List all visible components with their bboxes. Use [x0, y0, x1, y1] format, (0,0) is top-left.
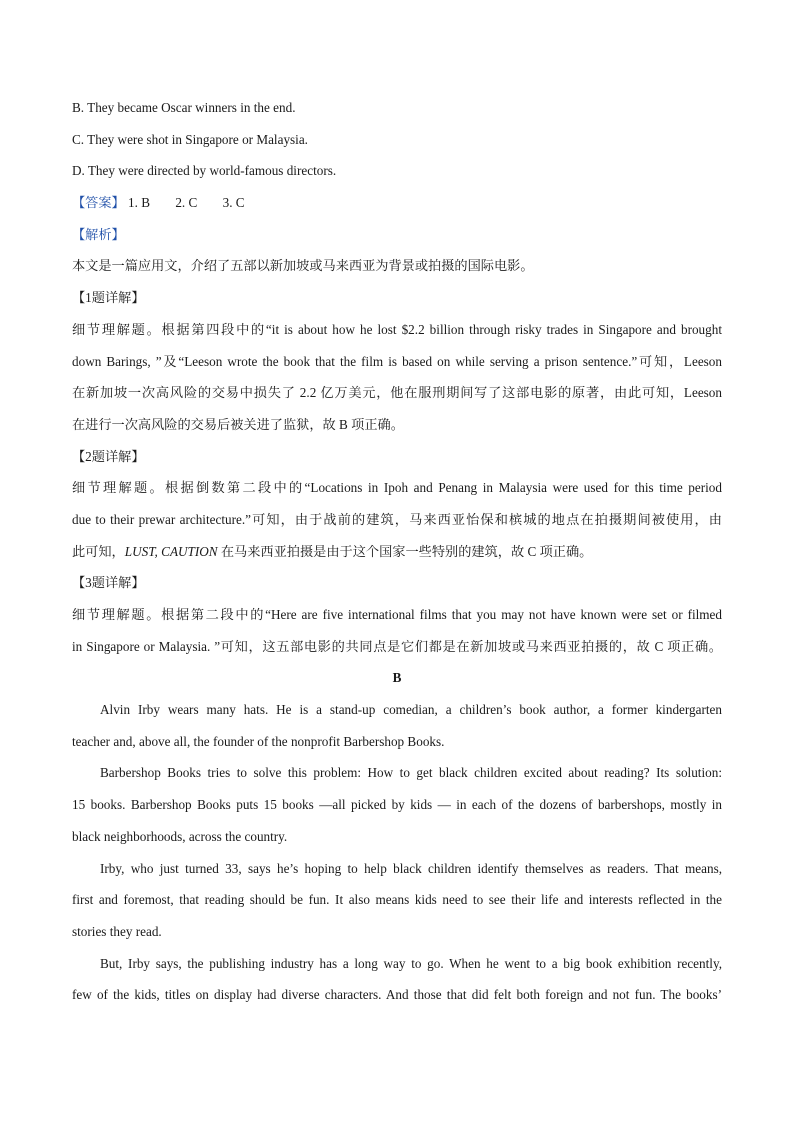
passage-p1-line-1: Alvin Irby wears many hats. He is a stand-up comedian, a children’s book author, a former kindergarten	[100, 702, 722, 718]
passage-p4-line-2: few of the kids, titles on display had diverse characters. And those that did felt both foreign and not fun. The books’	[72, 987, 722, 1003]
q1-line-4: 在进行一次高风险的交易后被关进了监狱，故 B 项正确。	[72, 416, 404, 432]
answer-line	[72, 187, 722, 219]
passage-p3-line-1: Irby, who just turned 33, says he’s hoping to help black children identify themselves as readers. That means,	[100, 860, 722, 876]
option-d: D. They were directed by world-famous directors.	[72, 163, 337, 179]
film-title-lust-caution: LUST, CAUTION	[124, 543, 218, 559]
analysis-summary: 本文是一篇应用文，介绍了五部以新加坡或马来西亚为背景或拍摄的国际电影。	[72, 258, 534, 274]
section-b-title: B	[392, 670, 402, 686]
q1-line-3: 在新加坡一次高风险的交易中损失了 2.2 亿万美元，他在服刑期间写了这部电影的原著，由此可知，Leeson	[72, 385, 722, 401]
document-page	[72, 92, 722, 1011]
q2-line-2: due to their prewar architecture.”可知，由于战前的建筑，马来西亚怡保和槟城的地点在拍摄期间被使用，由	[72, 511, 722, 527]
option-b: B. They became Oscar winners in the end.	[72, 100, 296, 115]
passage-p3-line-3: stories they read.	[72, 923, 162, 939]
q2-line-3-prefix: 此可知，	[72, 543, 125, 559]
q2-label: 【2题详解】	[72, 448, 145, 464]
q1-line-2: down Barings, ”及“Leeson wrote the book that the film is based on while serving a prison sentence.”可知，Leeson	[72, 353, 722, 369]
answer-item-3: 3. C	[222, 195, 245, 211]
passage-p2-line-1: Barbershop Books tries to solve this problem: How to get black children excited about reading? Its solution:	[100, 765, 722, 781]
answer-item-2: 2. C	[175, 195, 198, 211]
answer-label: 【答案】	[72, 195, 125, 211]
q2-line-3-suffix: 在马来西亚拍摄是由于这个国家一些特别的建筑，故 C 项正确。	[217, 543, 593, 559]
passage-p4-line-1: But, Irby says, the publishing industry has a long way to go. When he went to a big book exhibition recently,	[100, 955, 722, 971]
option-c: C. They were shot in Singapore or Malaysia.	[72, 131, 308, 147]
q3-label: 【3题详解】	[72, 575, 145, 591]
analysis-label: 【解析】	[72, 226, 125, 242]
q3-line-2: in Singapore or Malaysia. ”可知，这五部电影的共同点是它们都是在新加坡或马来西亚拍摄的，故 C 项正确。	[72, 638, 722, 654]
q1-label: 【1题详解】	[72, 290, 145, 306]
answer-item-1: 1. B	[128, 195, 151, 211]
passage-p1-line-2: teacher and, above all, the founder of the nonprofit Barbershop Books.	[72, 733, 445, 749]
passage-p2-line-2: 15 books. Barbershop Books puts 15 books —all picked by kids — in each of the dozens of barbershops, mostly in	[72, 797, 722, 813]
q1-line-1: 细节理解题。根据第四段中的“it is about how he lost $2.2 billion through risky trades in Singapore and brought	[72, 321, 722, 337]
passage-p2-line-3: black neighborhoods, across the country.	[72, 828, 288, 844]
q3-line-1: 细节理解题。根据第二段中的“Here are five international films that you may not have known were set or filmed	[72, 607, 722, 622]
passage-p3-line-2: first and foremost, that reading should be fun. It also means kids need to see their life and interests reflected in the	[72, 892, 722, 908]
q2-line-3	[72, 536, 722, 568]
q2-line-1: 细节理解题。根据倒数第二段中的“Locations in Ipoh and Penang in Malaysia were used for this time period	[72, 480, 722, 496]
